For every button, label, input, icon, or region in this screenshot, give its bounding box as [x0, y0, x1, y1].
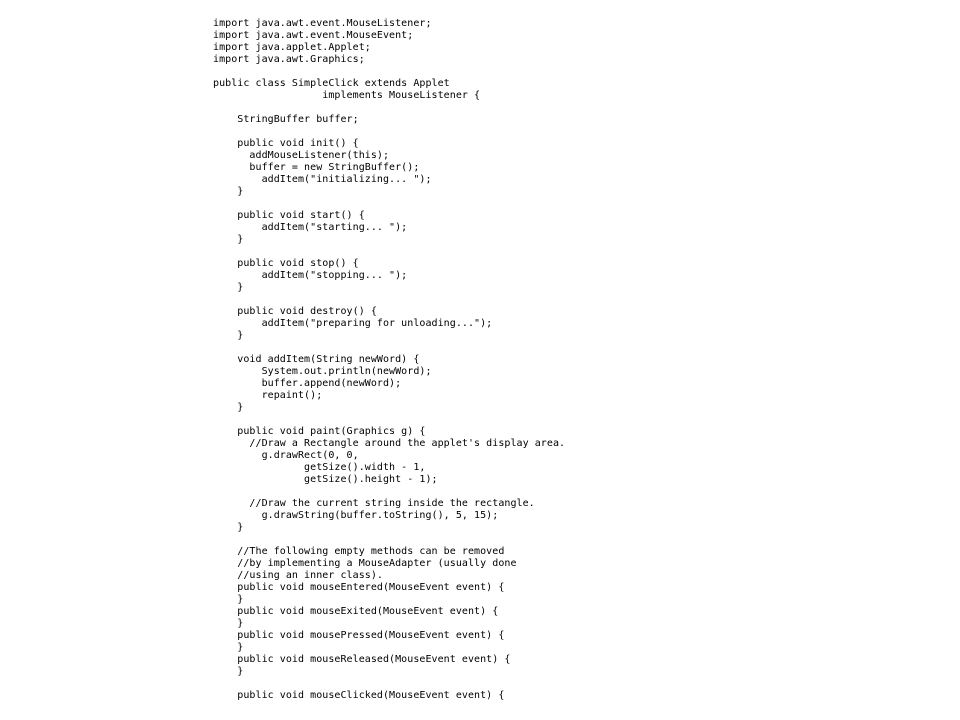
- code-line: }: [213, 666, 244, 677]
- code-line: getSize().height - 1);: [213, 474, 438, 485]
- code-line: public void mouseReleased(MouseEvent event) {: [213, 654, 511, 665]
- code-line: import java.awt.Graphics;: [213, 54, 365, 65]
- code-line: import java.awt.event.MouseEvent;: [213, 30, 414, 41]
- code-line: public void mousePressed(MouseEvent event) {: [213, 630, 505, 641]
- code-line: addMouseListener(this);: [213, 150, 390, 161]
- code-line: public void paint(Graphics g) {: [213, 426, 426, 437]
- code-line: }: [213, 186, 244, 197]
- code-listing: [213, 18, 933, 702]
- code-line: [213, 294, 933, 306]
- code-line: g.drawRect(0, 0,: [213, 450, 359, 461]
- code-line: //Draw a Rectangle around the applet's display area.: [213, 438, 566, 449]
- code-line: addItem("preparing for unloading...");: [213, 318, 493, 329]
- code-line: }: [213, 522, 244, 533]
- code-line: }: [213, 594, 244, 605]
- code-line: }: [213, 330, 244, 341]
- code-line: //by implementing a MouseAdapter (usually done: [213, 558, 517, 569]
- code-line: StringBuffer buffer;: [213, 114, 359, 125]
- code-line: addItem("starting... ");: [213, 222, 408, 233]
- code-line: //Draw the current string inside the rectangle.: [213, 498, 535, 509]
- code-line: repaint();: [213, 390, 323, 401]
- code-line: public void stop() {: [213, 258, 359, 269]
- code-line: g.drawString(buffer.toString(), 5, 15);: [213, 510, 499, 521]
- code-line: void addItem(String newWord) {: [213, 354, 420, 365]
- code-line: import java.applet.Applet;: [213, 42, 371, 53]
- code-line: [213, 486, 933, 498]
- code-line: //The following empty methods can be removed: [213, 546, 505, 557]
- code-line: addItem("initializing... ");: [213, 174, 432, 185]
- code-line: getSize().width - 1,: [213, 462, 426, 473]
- code-line: public class SimpleClick extends Applet: [213, 78, 450, 89]
- code-line: public void start() {: [213, 210, 365, 221]
- code-line: public void destroy() {: [213, 306, 377, 317]
- code-line: public void mouseClicked(MouseEvent event) {: [213, 690, 505, 701]
- code-line: public void mouseEntered(MouseEvent event) {: [213, 582, 505, 593]
- code-line: [213, 66, 933, 78]
- code-line: [213, 198, 933, 210]
- code-line: [213, 414, 933, 426]
- code-line: implements MouseListener {: [213, 90, 481, 101]
- code-line: [213, 246, 933, 258]
- code-line: public void init() {: [213, 138, 359, 149]
- code-line: buffer.append(newWord);: [213, 378, 402, 389]
- code-line: [213, 534, 933, 546]
- code-line: addItem("stopping... ");: [213, 270, 408, 281]
- code-line: import java.awt.event.MouseListener;: [213, 18, 432, 29]
- code-line: public void mouseExited(MouseEvent event) {: [213, 606, 499, 617]
- code-page: [213, 18, 933, 702]
- code-line: System.out.println(newWord);: [213, 366, 432, 377]
- code-line: }: [213, 282, 244, 293]
- code-line: [213, 678, 933, 690]
- code-line: }: [213, 234, 244, 245]
- code-line: [213, 342, 933, 354]
- code-line: }: [213, 642, 244, 653]
- code-line: buffer = new StringBuffer();: [213, 162, 420, 173]
- code-line: }: [213, 618, 244, 629]
- code-line: //using an inner class).: [213, 570, 383, 581]
- code-line: [213, 126, 933, 138]
- code-line: [213, 102, 933, 114]
- code-line: }: [213, 402, 244, 413]
